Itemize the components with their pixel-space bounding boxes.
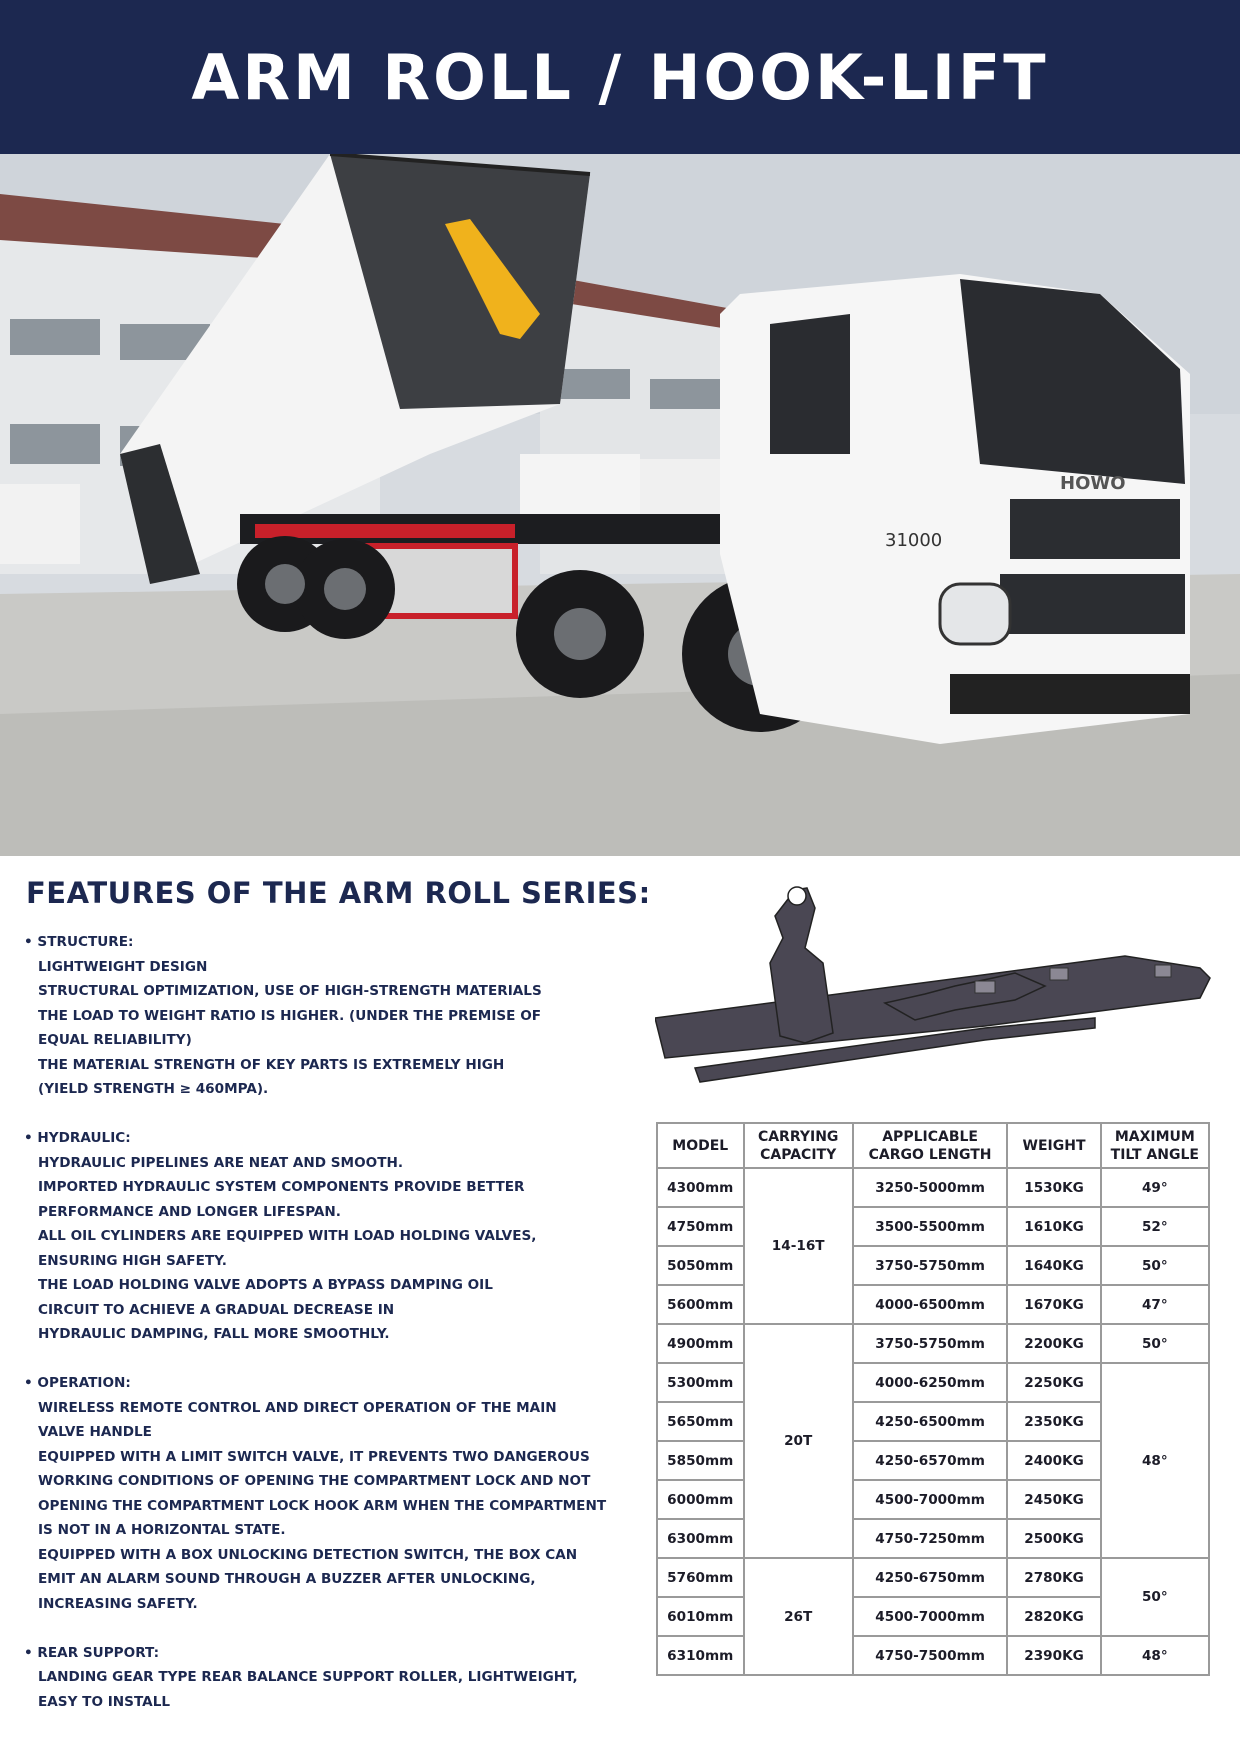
feature-line: THE LOAD HOLDING VALVE ADOPTS A BYPASS DAMPING OIL	[38, 1277, 493, 1293]
feature-line: PERFORMANCE AND LONGER LIFESPAN.	[38, 1203, 341, 1220]
feature-line: ALL OIL CYLINDERS ARE EQUIPPED WITH LOAD HOLDING VALVES,	[38, 1228, 537, 1244]
model-cell: 5300mm	[657, 1363, 744, 1402]
feature-line: EQUAL RELIABILITY)	[38, 1032, 192, 1048]
tilt-angle-cell: 49°	[1101, 1168, 1209, 1207]
feature-line: IS NOT IN A HORIZONTAL STATE.	[38, 1522, 286, 1538]
model-cell: 6310mm	[657, 1636, 744, 1675]
cargo-length-cell: 3250-5000mm	[853, 1168, 1008, 1207]
cargo-length-cell: 3750-5750mm	[853, 1324, 1008, 1363]
weight-cell: 2780KG	[1007, 1558, 1100, 1597]
tilt-angle-cell: 50°	[1101, 1246, 1209, 1285]
feature-line: (YIELD STRENGTH ≥ 460MPA).	[38, 1081, 269, 1097]
feature-line: CIRCUIT TO ACHIEVE A GRADUAL DECREASE IN	[38, 1301, 395, 1318]
table-row	[657, 1246, 1209, 1285]
model-cell: 6010mm	[657, 1597, 744, 1636]
weight-cell: 2450KG	[1007, 1480, 1100, 1519]
cargo-length-cell: 3750-5750mm	[853, 1246, 1008, 1285]
table-row	[657, 1558, 1209, 1597]
col-header-model: MODEL	[657, 1123, 744, 1168]
weight-cell: 2200KG	[1007, 1324, 1100, 1363]
model-cell: 5650mm	[657, 1402, 744, 1441]
feature-line: ENSURING HIGH SAFETY.	[38, 1252, 227, 1269]
weight-cell: 1670KG	[1007, 1285, 1100, 1324]
table-row	[657, 1168, 1209, 1207]
table-row	[657, 1324, 1209, 1363]
grille-badge: HOWO	[1060, 473, 1126, 494]
model-cell: 5050mm	[657, 1246, 744, 1285]
col-header-capacity: CARRYING CAPACITY	[744, 1123, 853, 1168]
feature-line: STRUCTURAL OPTIMIZATION, USE OF HIGH-STRENGTH MATERIALS	[38, 983, 542, 999]
cargo-length-cell: 4750-7250mm	[853, 1519, 1008, 1558]
feature-line: HYDRAULIC PIPELINES ARE NEAT AND SMOOTH.	[38, 1154, 404, 1171]
table-row	[657, 1285, 1209, 1324]
capacity-cell: 20T	[744, 1324, 853, 1558]
feature-heading: • OPERATION:	[24, 1375, 131, 1391]
page-title: ARM ROLL / HOOK-LIFT	[191, 40, 1049, 114]
cargo-length-cell: 4250-6750mm	[853, 1558, 1008, 1597]
model-cell: 5850mm	[657, 1441, 744, 1480]
table-row	[657, 1363, 1209, 1402]
feature-heading: • REAR SUPPORT:	[24, 1644, 160, 1661]
cargo-length-cell: 4750-7500mm	[853, 1636, 1008, 1675]
tilt-angle-cell: 50°	[1101, 1558, 1209, 1636]
feature-heading: • HYDRAULIC:	[24, 1130, 131, 1146]
feature-line: EQUIPPED WITH A LIMIT SWITCH VALVE, IT PREVENTS TWO DANGEROUS	[38, 1448, 590, 1465]
feature-line: IMPORTED HYDRAULIC SYSTEM COMPONENTS PROVIDE BETTER	[38, 1179, 525, 1195]
feature-line: THE LOAD TO WEIGHT RATIO IS HIGHER. (UNDER THE PREMISE OF	[38, 1007, 542, 1024]
weight-cell: 1530KG	[1007, 1168, 1100, 1207]
tilt-angle-cell: 48°	[1101, 1636, 1209, 1675]
feature-line: LIGHTWEIGHT DESIGN	[38, 958, 208, 975]
feature-line: INCREASING SAFETY.	[38, 1595, 198, 1612]
cargo-length-cell: 3500-5500mm	[853, 1207, 1008, 1246]
weight-cell: 1610KG	[1007, 1207, 1100, 1246]
header-banner	[0, 0, 1240, 154]
cargo-length-cell: 4250-6500mm	[853, 1402, 1008, 1441]
tilt-angle-cell: 47°	[1101, 1285, 1209, 1324]
spec-header-row	[657, 1123, 1209, 1168]
cargo-length-cell: 4250-6570mm	[853, 1441, 1008, 1480]
model-cell: 4900mm	[657, 1324, 744, 1363]
arm-roll-drawing	[655, 868, 1215, 1088]
weight-cell: 2500KG	[1007, 1519, 1100, 1558]
feature-line: VALVE HANDLE	[38, 1424, 152, 1440]
feature-line: LANDING GEAR TYPE REAR BALANCE SUPPORT ROLLER, LIGHTWEIGHT,	[38, 1669, 578, 1685]
weight-cell: 2390KG	[1007, 1636, 1100, 1675]
feature-line: WIRELESS REMOTE CONTROL AND DIRECT OPERATION OF THE MAIN	[38, 1399, 557, 1416]
tilt-angle-cell: 48°	[1101, 1363, 1209, 1558]
feature-section	[24, 930, 644, 1102]
tilt-angle-cell: 50°	[1101, 1324, 1209, 1363]
cargo-length-cell: 4000-6500mm	[853, 1285, 1008, 1324]
cargo-length-cell: 4500-7000mm	[853, 1597, 1008, 1636]
spec-table	[656, 1122, 1210, 1676]
model-cell: 5760mm	[657, 1558, 744, 1597]
model-cell: 6000mm	[657, 1480, 744, 1519]
feature-line: OPENING THE COMPARTMENT LOCK HOOK ARM WHEN THE COMPARTMENT	[38, 1497, 607, 1514]
feature-heading: • STRUCTURE:	[24, 934, 134, 950]
weight-cell: 2820KG	[1007, 1597, 1100, 1636]
feature-line: THE MATERIAL STRENGTH OF KEY PARTS IS EXTREMELY HIGH	[38, 1056, 505, 1073]
truck-photo	[0, 154, 1240, 856]
capacity-cell: 14-16T	[744, 1168, 853, 1324]
model-cell: 6300mm	[657, 1519, 744, 1558]
weight-cell: 2400KG	[1007, 1441, 1100, 1480]
feature-line: HYDRAULIC DAMPING, FALL MORE SMOOTHLY.	[38, 1326, 390, 1342]
col-header-weight: WEIGHT	[1007, 1123, 1100, 1168]
tilt-angle-cell: 52°	[1101, 1207, 1209, 1246]
table-row	[657, 1207, 1209, 1246]
cargo-length-cell: 4500-7000mm	[853, 1480, 1008, 1519]
door-capacity-label: 31000	[885, 530, 943, 551]
model-cell: 4300mm	[657, 1168, 744, 1207]
feature-line: EQUIPPED WITH A BOX UNLOCKING DETECTION SWITCH, THE BOX CAN	[38, 1546, 578, 1563]
col-header-tilt-angle: MAXIMUM TILT ANGLE	[1101, 1123, 1209, 1168]
cargo-length-cell: 4000-6250mm	[853, 1363, 1008, 1402]
feature-section	[24, 1371, 644, 1616]
feature-section	[24, 1641, 644, 1715]
feature-line: EASY TO INSTALL	[38, 1693, 171, 1710]
spec-table-body	[657, 1168, 1209, 1675]
model-cell: 4750mm	[657, 1207, 744, 1246]
feature-section	[24, 1126, 644, 1347]
weight-cell: 2250KG	[1007, 1363, 1100, 1402]
capacity-cell: 26T	[744, 1558, 853, 1675]
features-list	[24, 930, 644, 1739]
feature-line: WORKING CONDITIONS OF OPENING THE COMPARTMENT LOCK AND NOT	[38, 1473, 591, 1489]
table-row	[657, 1636, 1209, 1675]
model-cell: 5600mm	[657, 1285, 744, 1324]
col-header-cargo-length: APPLICABLE CARGO LENGTH	[853, 1123, 1008, 1168]
weight-cell: 1640KG	[1007, 1246, 1100, 1285]
features-title: FEATURES OF THE ARM ROLL SERIES:	[26, 876, 651, 910]
weight-cell: 2350KG	[1007, 1402, 1100, 1441]
feature-line: EMIT AN ALARM SOUND THROUGH A BUZZER AFTER UNLOCKING,	[38, 1571, 536, 1587]
